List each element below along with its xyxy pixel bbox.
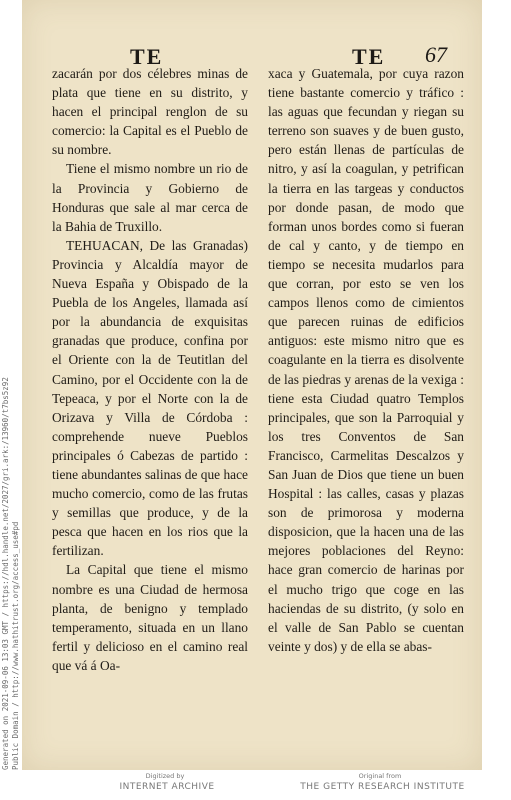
paragraph: xaca y Guatemala, por cuya razon tiene bastante comercio y tráfico : las aguas que fecundan y riegan su terreno son suaves y de buen gusto, pero están llenas de partículas de nitro, y así la coagulan, y petrifican la tierra en las targeas y conductos por donde pasan, de modo que forman unos bordes como si fueran de cal y canto, y de tiempo en tiempo se necesita mudarlos para que corran, por esto se ven los campos llenos como de cimientos que parecen ruinas de edificios antiguos: este mismo nitro que es coagulante en la tierra es disolvente de las piedras y arenas de la vexiga : tiene esta Ciudad quatro Templos principales, que son la Parroquial y los tres Conventos de San Francisco, Carmelitas Descalzos y San Juan de Dios que tiene un buen Hospital : las calles, casas y plazas son de primorosa y moderna disposicion, que la hacen una de las mejores poblaciones del Reyno: hace gran comercio de harinas por el mucho trigo que coge en las haciendas de su distrito, (y solo en el valle de San Pablo se cuentan veinte y dos) y de ella se abas- [268, 66, 464, 654]
right-column [268, 64, 464, 656]
paragraph: La Capital que tiene el mismo nombre es una Ciudad de hermosa planta, de benigno y templado temperamento, situada en un llano fertil y delicioso en el camino real que vá á Oa- [52, 562, 248, 673]
original-from-label: Original from [358, 772, 402, 780]
hathitrust-stamp [1, 377, 21, 770]
left-column [52, 64, 248, 675]
book-page [22, 0, 482, 770]
digitization-footer [0, 770, 511, 800]
paragraph-entry-tehuacan: TEHUACAN, De las Granadas) Provincia y Alcaldía mayor de Nueva España y Obispado de la Puebla de los Angeles, llamada así por la abundancia de exquisitas granadas que produce, confina por el Oriente con la de Teutitlan del Camino, por el Occidente con la de Tepeaca, y por el Norte con la de Orizava y Villa de Córdoba : comprehende nueve Pueblos principales ó Cabezas de partido : tiene abundantes salinas de que hace mucho comercio, como de las frutas y semillas que produce, y de la pesca que hacen en los rios que la fertilizan. [52, 237, 248, 559]
header-right-title: TE [352, 44, 386, 69]
internet-archive-logo-text: INTERNET ARCHIVE [119, 782, 215, 792]
stamp-line-rights: Public Domain / http://www.hathitrust.org/access_use#pd [10, 521, 20, 770]
paragraph: Tiene el mismo nombre un rio de la Provincia y Gobierno de Honduras que sale al mar cerca de la Bahia de Truxillo. [52, 161, 248, 234]
header-left-title: TE [130, 44, 164, 69]
getty-institute-logo-text: THE GETTY RESEARCH INSTITUTE [300, 782, 465, 792]
paragraph: zacarán por dos célebres minas de plata que tiene en su distrito, y hacen el principal renglon de su comercio: la Capital es el Pueblo de su nombre. [52, 66, 248, 158]
stamp-line-generated: Generated on 2021-09-06 13:03 GMT / https://hdl.handle.net/2027/gri.ark:/13960/t7bs5z92 [1, 377, 10, 770]
page-number: 67 [425, 42, 447, 67]
digitized-by-label: Digitized by [145, 772, 185, 780]
